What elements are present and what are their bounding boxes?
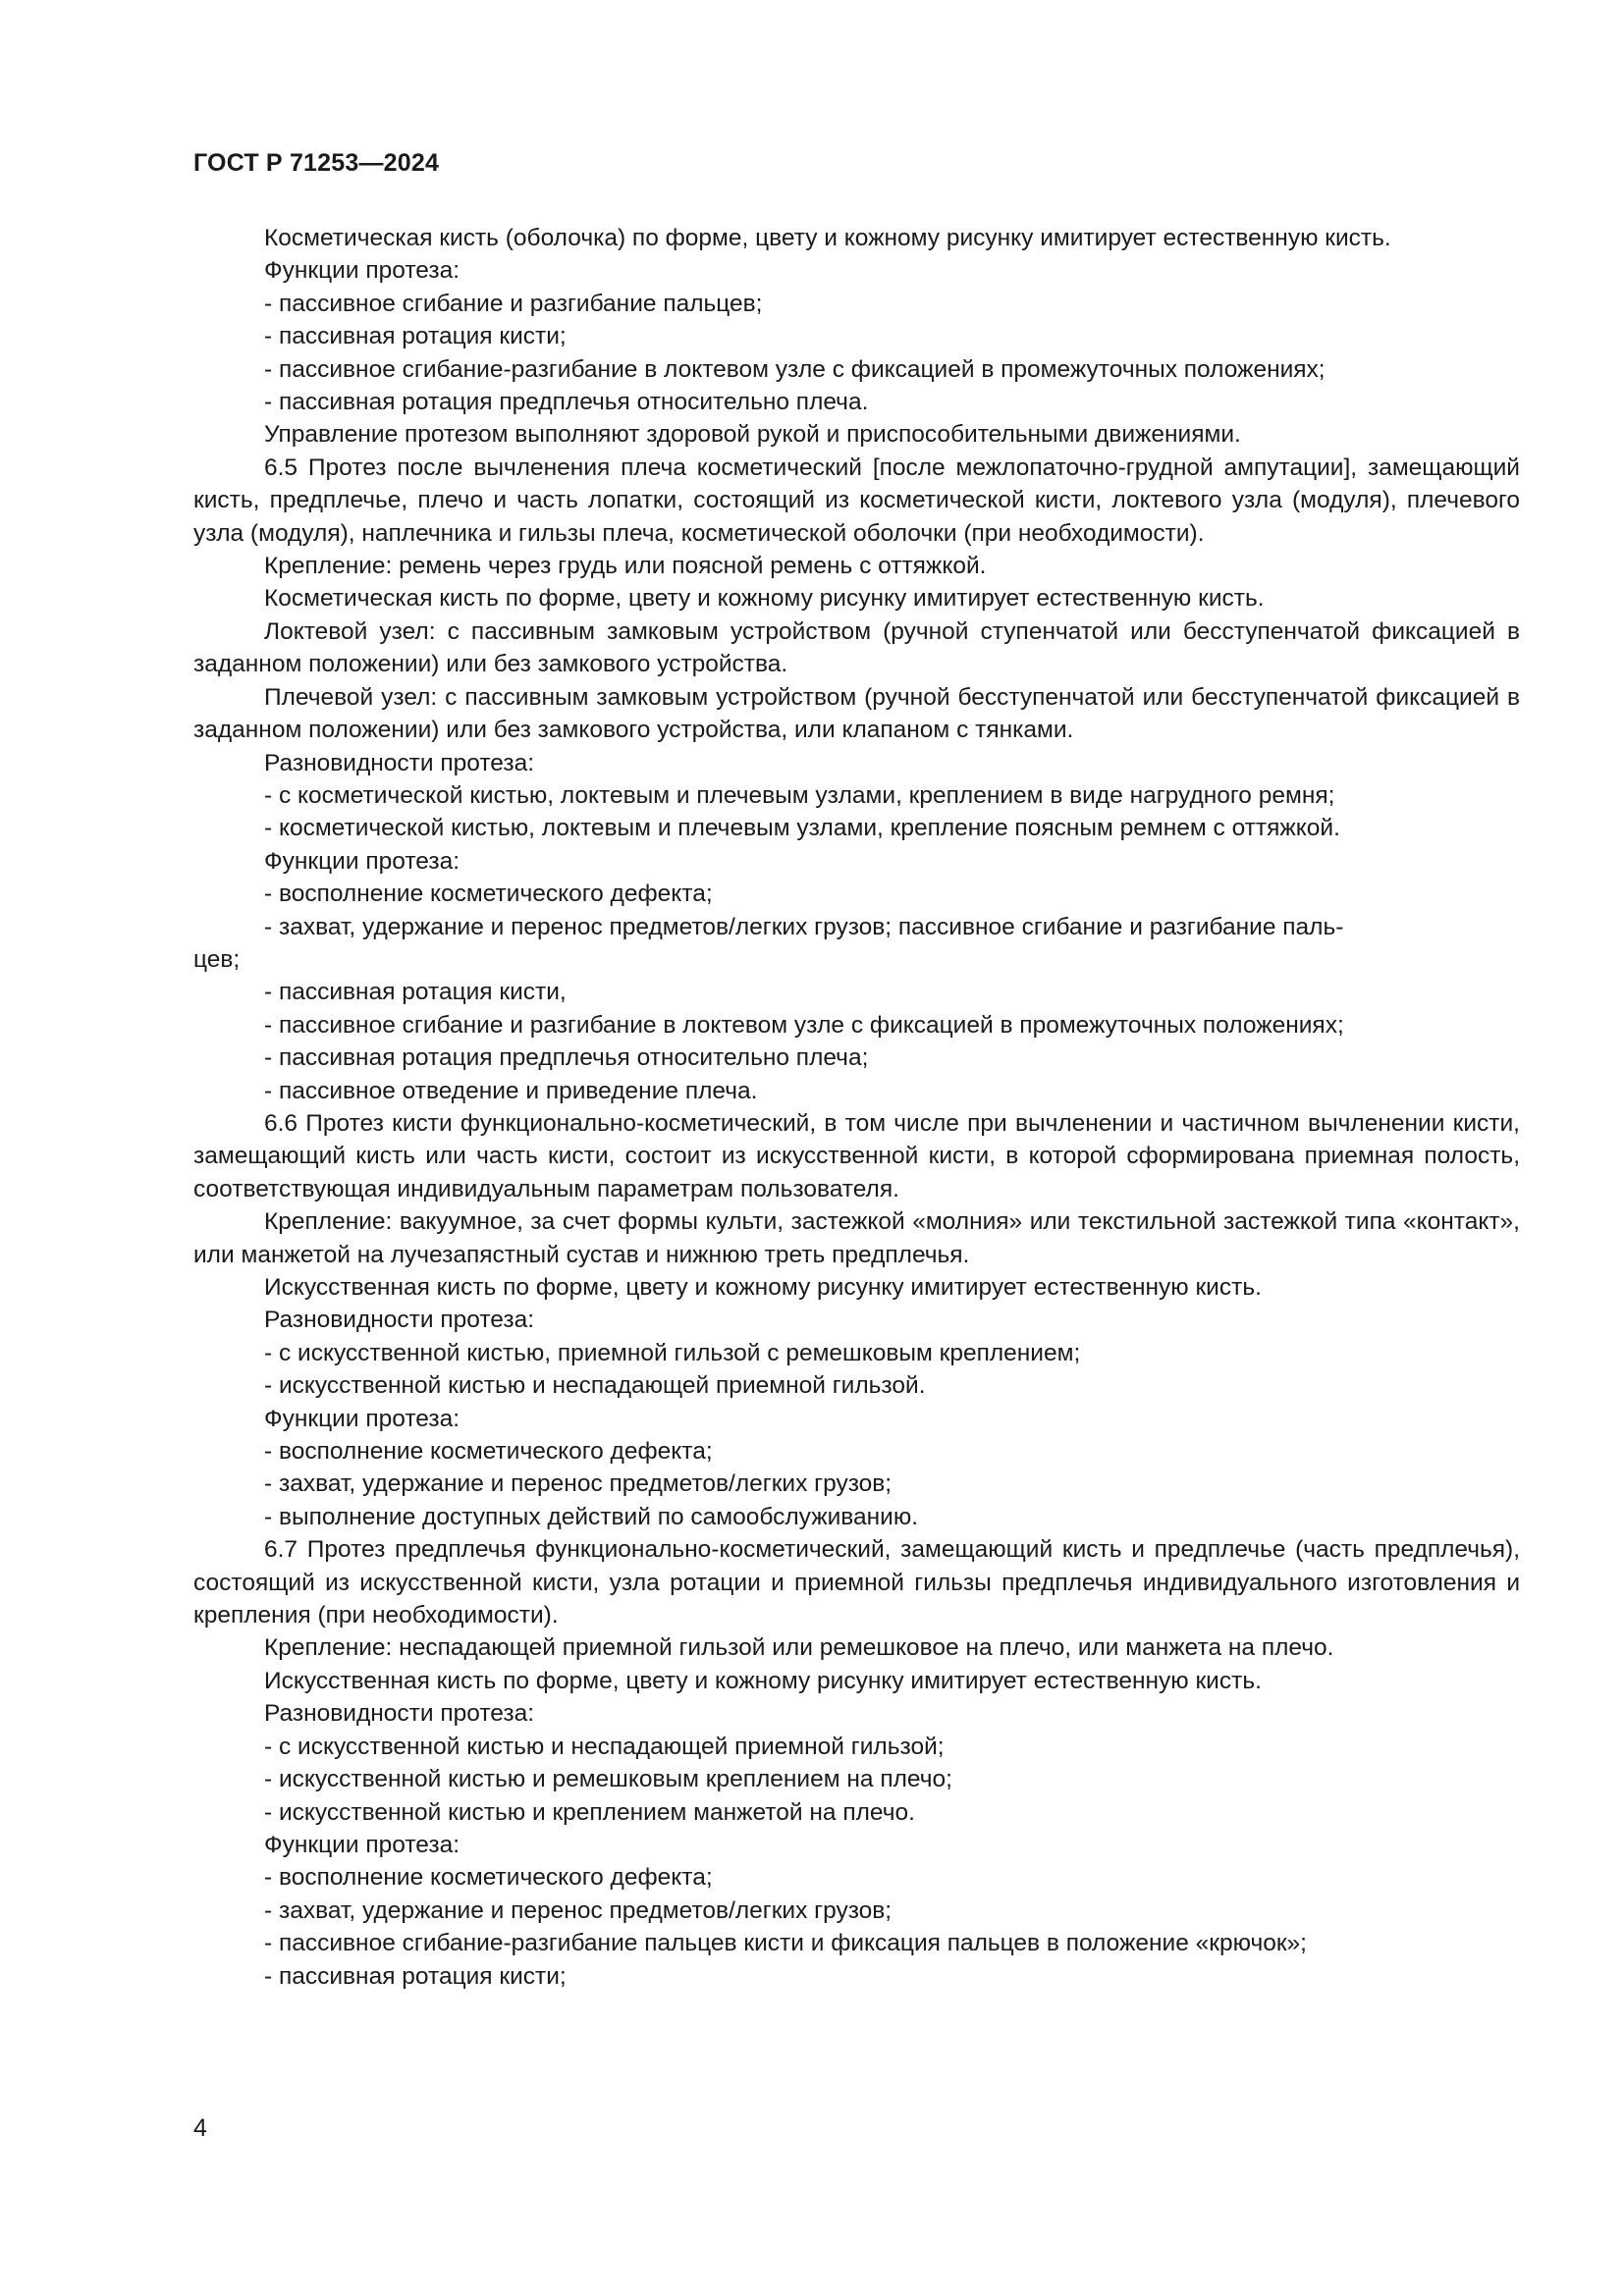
list-item: - искусственной кистью и неспадающей приемной гильзой. <box>264 1372 926 1400</box>
paragraph: Косметическая кисть по форме, цвету и кожному рисунку имитирует естественную кисть. <box>264 585 1265 613</box>
document-body <box>193 222 1520 1993</box>
paragraph: Искусственная кисть по форме, цвету и кожному рисунку имитирует естественную кисть. <box>264 1667 1262 1694</box>
list-item: - пассивное сгибание-разгибание пальцев кисти и фиксация пальцев в положение «крючок»; <box>264 1930 1307 1957</box>
paragraph: Разновидности протеза: <box>264 1700 535 1728</box>
paragraph: Плечевой узел: с пассивным замковым устройством (ручной бесступенчатой или бесступенчатой фиксацией в заданном положении) или без замкового устройства, или клапаном с тянками. <box>193 683 1520 744</box>
list-item: - захват, удержание и перенос предметов/легких грузов; пассивное сгибание и разгибание паль- <box>264 913 1344 940</box>
paragraph: Функции протеза: <box>264 1405 460 1432</box>
list-item: - искусственной кистью и креплением манжетой на плечо. <box>264 1798 915 1826</box>
paragraph: Разновидности протеза: <box>264 1307 535 1334</box>
paragraph: Функции протеза: <box>264 257 460 285</box>
section-6-5: 6.5 Протез после вычленения плеча косметический [после межлопаточно-грудной ампутации], замещающий кисть, предплечье, плечо и часть лопатки, состоящий из косметической кисти, локтевого узла (модуля), плечевого узла (модуля), наплечника и гильзы плеча, косметической оболочки (при необходимости). <box>193 454 1520 547</box>
list-item: - пассивное сгибание и разгибание в локтевом узле с фиксацией в промежуточных положениях; <box>264 1011 1344 1039</box>
list-item: - с искусственной кистью, приемной гильзой с ремешковым креплением; <box>264 1339 1081 1366</box>
list-item: - пассивная ротация предплечья относительно плеча. <box>264 389 869 416</box>
list-item: - восполнение косметического дефекта; <box>264 1438 713 1466</box>
list-item: - восполнение косметического дефекта; <box>264 881 713 908</box>
list-item: - захват, удержание и перенос предметов/легких грузов; <box>264 1470 893 1498</box>
paragraph: Управление протезом выполняют здоровой рукой и приспособительными движениями. <box>264 421 1241 449</box>
document-header: ГОСТ Р 71253—2024 <box>193 149 440 177</box>
paragraph: Разновидности протеза: <box>264 749 535 776</box>
list-item: - захват, удержание и перенос предметов/легких грузов; <box>264 1896 893 1924</box>
list-item: - косметической кистью, локтевым и плечевым узлами, крепление поясным ремнем с оттяжкой. <box>264 815 1340 842</box>
paragraph: Искусственная кисть по форме, цвету и кожному рисунку имитирует естественную кисть. <box>264 1274 1262 1301</box>
section-6-7: 6.7 Протез предплечья функционально-косметический, замещающий кисть и предплечье (часть предплечья), состоящий из искусственной кисти, узла ротации и приемной гильзы предплечья индивидуального изготовления и крепления (при необходимости). <box>193 1536 1520 1629</box>
page-number: 4 <box>193 2114 207 2142</box>
list-item: - пассивная ротация предплечья относительно плеча; <box>264 1044 869 1072</box>
list-item: - выполнение доступных действий по самообслуживанию. <box>264 1503 919 1530</box>
list-item-continuation: цев; <box>193 945 241 973</box>
paragraph: Крепление: вакуумное, за счет формы культи, застежкой «молния» или текстильной застежкой типа «контакт», или манжетой на лучезапястный сустав и нижнюю треть предплечья. <box>193 1208 1520 1268</box>
paragraph: Функции протеза: <box>264 1831 460 1858</box>
section-6-6: 6.6 Протез кисти функционально-косметический, в том числе при вычленении и частичном вычленении кисти, замещающий кисть или часть кисти, состоит из искусственной кисти, в которой сформирована приемная полость, соответствующая индивидуальным параметрам пользователя. <box>193 1109 1520 1202</box>
list-item: - искусственной кистью и ремешковым креплением на плечо; <box>264 1766 952 1793</box>
paragraph: Косметическая кисть (оболочка) по форме, цвету и кожному рисунку имитирует естественную кисть. <box>264 225 1391 251</box>
paragraph: Функции протеза: <box>264 847 460 875</box>
list-item: - с искусственной кистью и неспадающей приемной гильзой; <box>264 1733 945 1760</box>
list-item: - пассивное сгибание и разгибание пальцев; <box>264 290 763 317</box>
list-item: - пассивная ротация кисти, <box>264 979 567 1006</box>
paragraph: Крепление: ремень через грудь или поясной ремень с оттяжкой. <box>264 553 987 580</box>
list-item: - пассивная ротация кисти; <box>264 323 567 350</box>
list-item: - пассивное сгибание-разгибание в локтевом узле с фиксацией в промежуточных положениях; <box>264 355 1326 383</box>
list-item: - пассивная ротация кисти; <box>264 1962 567 1990</box>
list-item: - пассивное отведение и приведение плеча. <box>264 1077 758 1104</box>
paragraph: Крепление: неспадающей приемной гильзой или ремешковое на плечо, или манжета на плечо. <box>264 1634 1334 1662</box>
list-item: - с косметической кистью, локтевым и плечевым узлами, креплением в виде нагрудного ремня; <box>264 781 1335 809</box>
paragraph: Локтевой узел: с пассивным замковым устройством (ручной ступенчатой или бесступенчатой фиксацией в заданном положении) или без замкового устройства. <box>193 617 1520 678</box>
list-item: - восполнение косметического дефекта; <box>264 1864 713 1892</box>
